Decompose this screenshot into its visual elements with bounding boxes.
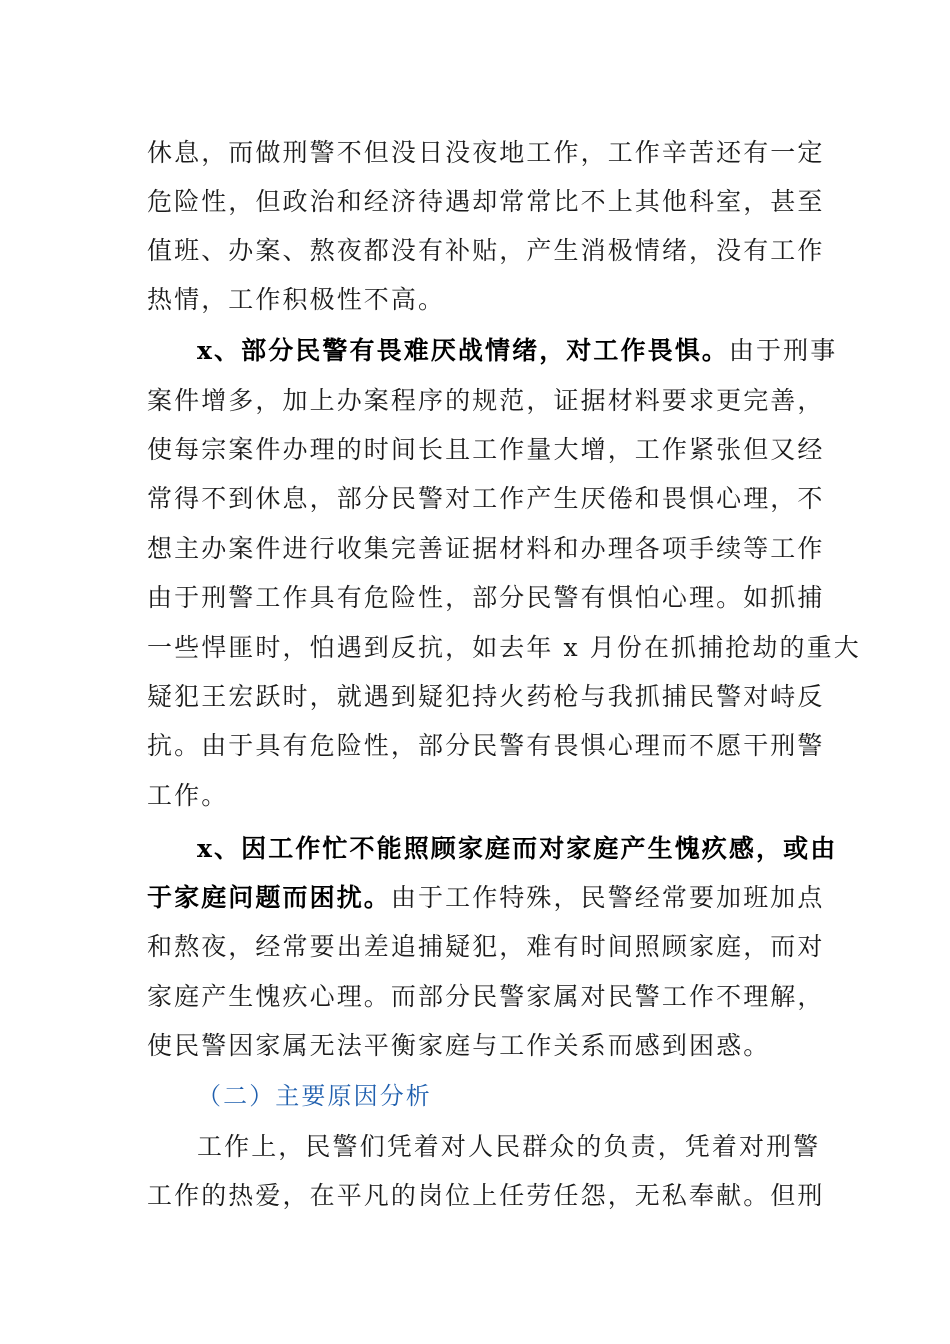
paragraph-line: 值班、办案、熬夜都没有补贴，产生消极情绪，没有工作 xyxy=(147,236,825,265)
paragraph-line: 使民警因家属无法平衡家庭与工作关系而感到困惑。 xyxy=(147,1031,771,1060)
paragraph-line: 案件增多，加上办案程序的规范，证据材料要求更完善， xyxy=(147,386,825,415)
paragraph-line: 工作。 xyxy=(147,781,229,810)
paragraph-line: 家庭产生愧疚心理。而部分民警家属对民警工作不理解， xyxy=(147,982,825,1011)
paragraph-line: 常得不到休息，部分民警对工作产生厌倦和畏惧心理，不 xyxy=(147,484,825,513)
paragraph-line: 休息，而做刑警不但没日没夜地工作，工作辛苦还有一定 xyxy=(147,138,825,167)
paragraph-line: 由于刑警工作具有危险性，部分民警有惧怕心理。如抓捕 xyxy=(147,583,825,612)
paragraph-line: 想主办案件进行收集完善证据材料和办理各项手续等工作 xyxy=(147,534,825,563)
paragraph-line xyxy=(147,873,825,923)
paragraph-line xyxy=(197,326,838,376)
section-heading: （二）主要原因分析 xyxy=(197,1082,432,1110)
bold-lead: 于家庭问题而困扰。 xyxy=(147,883,391,912)
paragraph-line xyxy=(197,824,838,874)
paragraph-line: 一些悍匪时，怕遇到反抗，如去年 x 月份在抓捕抢劫的重大 xyxy=(147,633,861,662)
paragraph-line: 危险性，但政治和经济待遇却常常比不上其他科室，甚至 xyxy=(147,187,825,216)
bold-lead: x、部分民警有畏难厌战情绪，对工作畏惧。 xyxy=(197,336,729,365)
paragraph-line: 热情，工作积极性不高。 xyxy=(147,285,446,314)
line-text: 由于工作特殊，民警经常要加班加点 xyxy=(390,883,825,912)
paragraph-line: 工作的热爱，在平凡的岗位上任劳任怨，无私奉献。但刑 xyxy=(147,1181,825,1210)
line-text: 由于刑事 xyxy=(728,336,838,365)
paragraph-line: 抗。由于具有危险性，部分民警有畏惧心理而不愿干刑警 xyxy=(147,731,825,760)
paragraph-line: 使每宗案件办理的时间长且工作量大增，工作紧张但又经 xyxy=(147,435,825,464)
paragraph-line: 和熬夜，经常要出差追捕疑犯，难有时间照顾家庭，而对 xyxy=(147,932,825,961)
paragraph-line: 疑犯王宏跃时，就遇到疑犯持火药枪与我抓捕民警对峙反 xyxy=(147,682,825,711)
bold-lead: x、因工作忙不能照顾家庭而对家庭产生愧疚感，或由 xyxy=(197,834,838,863)
paragraph-line: 工作上，民警们凭着对人民群众的负责，凭着对刑警 xyxy=(197,1132,821,1161)
